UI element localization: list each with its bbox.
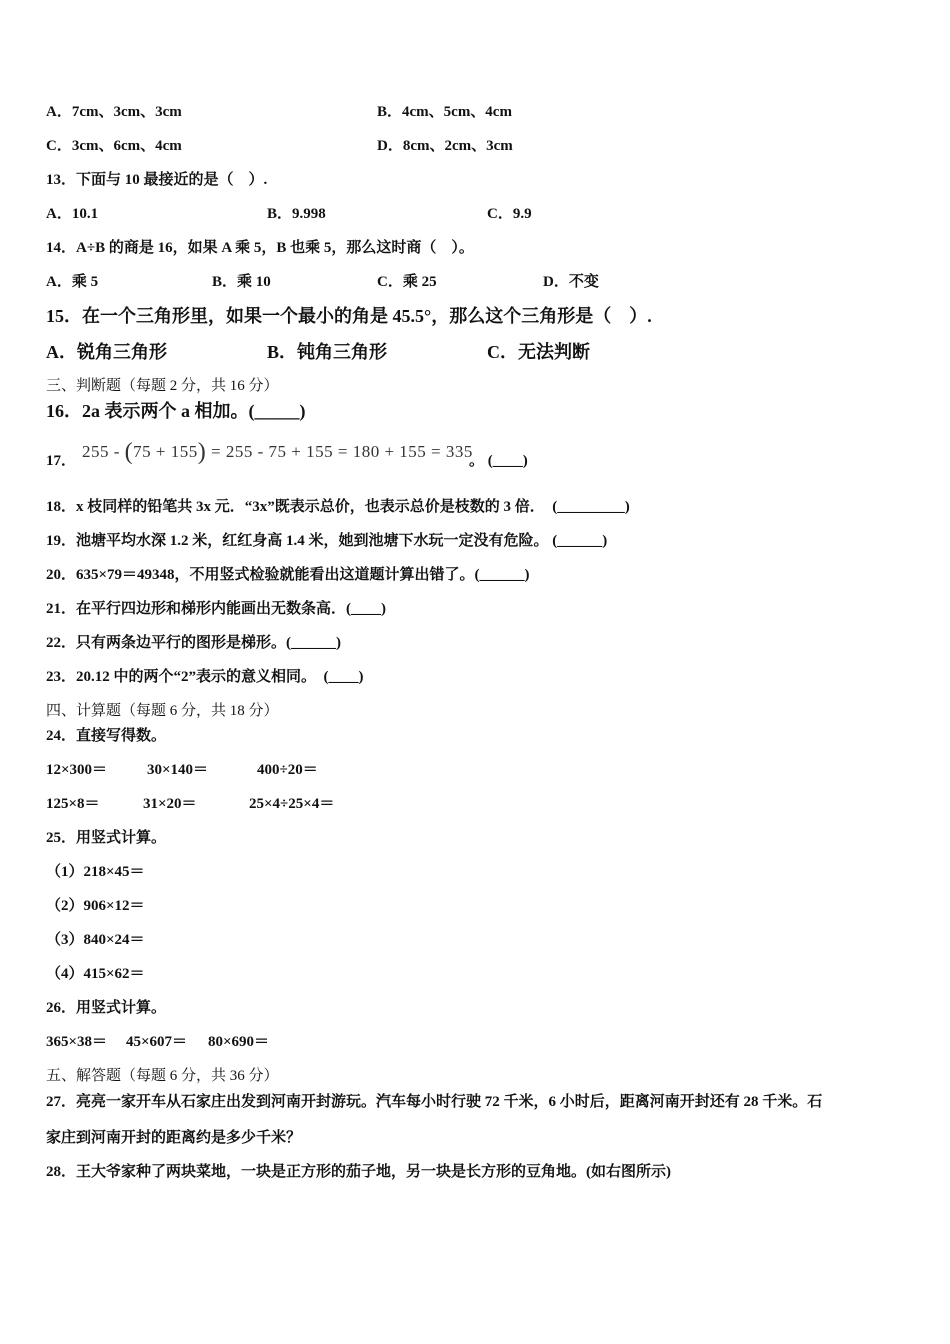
q26-item: 365×38＝ — [46, 1034, 108, 1050]
q24-item: 125×8＝ — [46, 796, 100, 812]
q27-line-2: 家庄到河南开封的距离约是多少千米？ — [46, 1130, 302, 1146]
q15-stem: 15．在一个三角形里，如果一个最小的角是 45.5°，那么这个三角形是（ ）. — [46, 306, 652, 326]
q22: 22．只有两条边平行的图形是梯形。(______) — [46, 635, 341, 651]
q17-expression — [82, 439, 473, 466]
q24-item: 31×20＝ — [143, 796, 197, 812]
q26-item: 80×690＝ — [208, 1034, 270, 1050]
q14-stem: 14．A÷B 的商是 16，如果 A 乘 5，B 也乘 5，那么这时商（ ）。 — [46, 240, 474, 256]
q26-stem: 26．用竖式计算。 — [46, 1000, 167, 1016]
q24-item: 30×140＝ — [147, 762, 209, 778]
q21: 21．在平行四边形和梯形内能画出无数条高．(____) — [46, 601, 386, 617]
q25-item: （2）906×12＝ — [46, 898, 145, 914]
q17-right-paren: ) — [197, 439, 207, 465]
q24-item: 25×4÷25×4＝ — [249, 796, 335, 812]
q18: 18．x 枝同样的铅笔共 3x 元．“3x”既表示总价，也表示总价是枝数的 3 倍． (_________) — [46, 499, 630, 515]
q17-left-paren: ( — [124, 439, 134, 465]
q13-option-b: B．9.998 — [267, 206, 326, 222]
q24-item: 400÷20＝ — [257, 762, 318, 778]
section-5-heading: 五、解答题（每题 6 分，共 36 分） — [46, 1068, 279, 1084]
q15-option-a: A．锐角三角形 — [46, 342, 167, 362]
q25-item: （1）218×45＝ — [46, 864, 145, 880]
q12-option-d: D．8cm、2cm、3cm — [377, 138, 513, 154]
q23: 23．20.12 中的两个“2”表示的意义相同。 (____) — [46, 669, 364, 685]
section-4-heading: 四、计算题（每题 6 分，共 18 分） — [46, 703, 279, 719]
q14-option-d: D．不变 — [543, 274, 599, 290]
q17-expr-part3: = 255 - 75 + 155 = 180 + 155 = 335 — [206, 442, 473, 461]
q27-line-1: 27．亮亮一家开车从石家庄出发到河南开封游玩。汽车每小时行驶 72 千米，6 小时后，距离河南开封还有 28 千米。石 — [46, 1094, 823, 1110]
q12-option-b: B．4cm、5cm、4cm — [377, 104, 512, 120]
q25-stem: 25．用竖式计算。 — [46, 830, 167, 846]
q13-option-c: C．9.9 — [487, 206, 532, 222]
q13-option-a: A．10.1 — [46, 206, 99, 222]
q12-option-c: C．3cm、6cm、4cm — [46, 138, 182, 154]
section-3-heading: 三、判断题（每题 2 分，共 16 分） — [46, 378, 279, 394]
q19: 19．池塘平均水深 1.2 米，红红身高 1.4 米，她到池塘下水玩一定没有危险。 (______) — [46, 533, 608, 549]
q15-option-c: C．无法判断 — [487, 342, 590, 362]
q24-stem: 24．直接写得数。 — [46, 728, 167, 744]
q24-item: 12×300＝ — [46, 762, 108, 778]
q12-option-a: A．7cm、3cm、3cm — [46, 104, 182, 120]
q14-option-a: A．乘 5 — [46, 274, 99, 290]
q14-option-c: C．乘 25 — [377, 274, 437, 290]
q17-expr-part1: 255 - — [82, 442, 125, 461]
q20: 20．635×79＝49348，不用竖式检验就能看出这道题计算出错了。(______) — [46, 567, 530, 583]
q25-item: （4）415×62＝ — [46, 966, 145, 982]
q13-stem: 13．下面与 10 最接近的是（ ）. — [46, 172, 268, 188]
q15-option-b: B．钝角三角形 — [267, 342, 388, 362]
q26-item: 45×607＝ — [126, 1034, 188, 1050]
q14-option-b: B．乘 10 — [212, 274, 271, 290]
q17-expr-part2: 75 + 155 — [133, 442, 198, 461]
q16: 16．2a 表示两个 a 相加。(_____) — [46, 401, 306, 421]
q17-answer-blank: 。 (____) — [469, 453, 528, 469]
q25-item: （3）840×24＝ — [46, 932, 145, 948]
q28: 28．王大爷家种了两块菜地，一块是正方形的茄子地，另一块是长方形的豆角地。(如右图所示) — [46, 1164, 671, 1180]
q17-number: 17． — [46, 453, 77, 469]
